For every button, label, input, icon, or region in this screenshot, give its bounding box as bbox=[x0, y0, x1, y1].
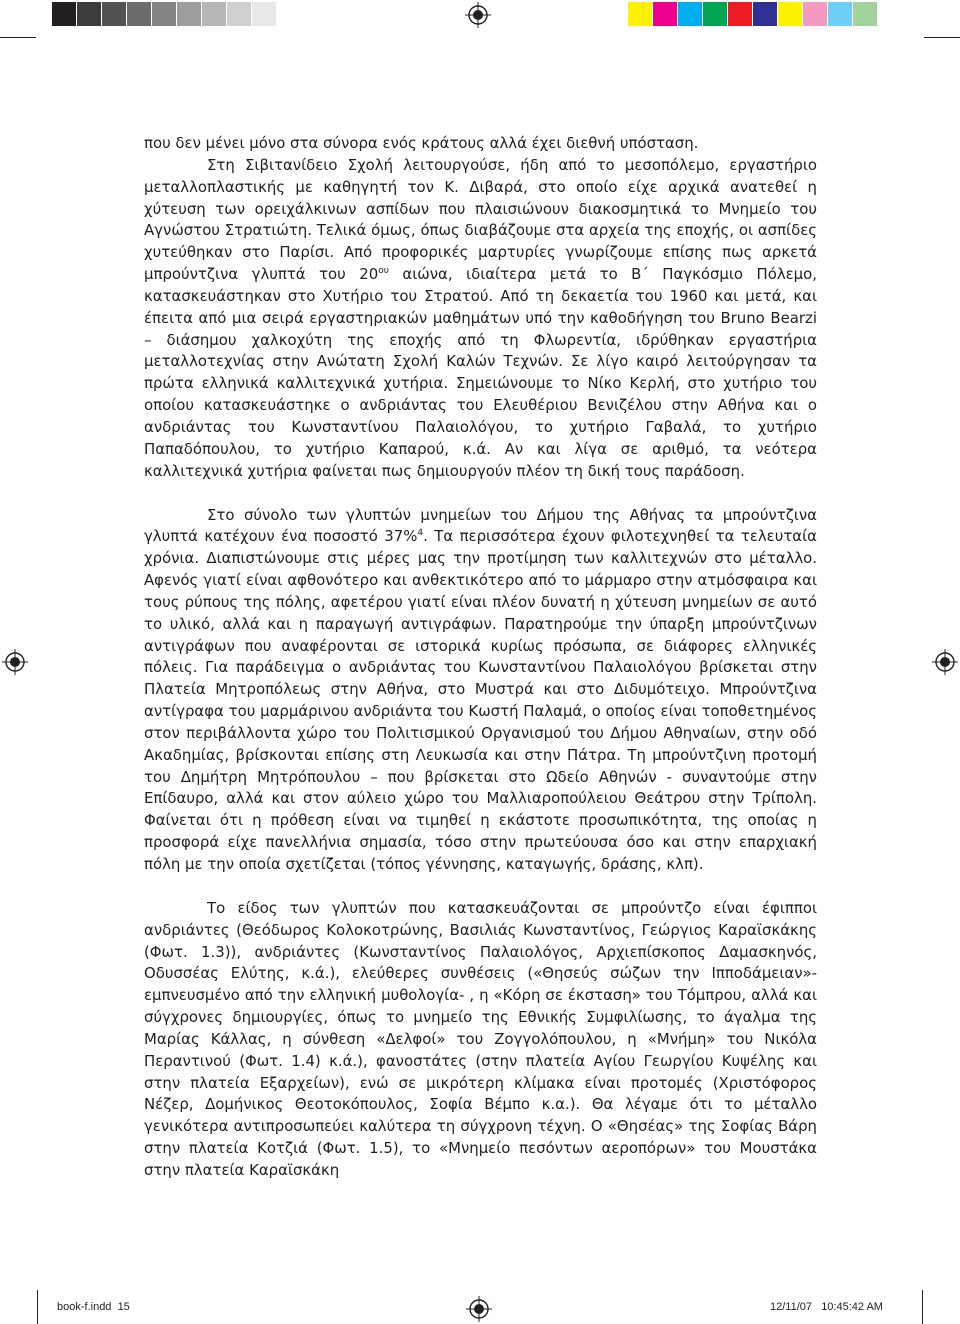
gray-swatch bbox=[227, 2, 251, 26]
color-swatch bbox=[803, 2, 827, 26]
slug-filename: book-f.indd 15 bbox=[57, 1301, 130, 1313]
crop-mark-top-left-horizontal bbox=[0, 37, 36, 38]
registration-mark-bottom-icon bbox=[466, 1296, 492, 1322]
document-body bbox=[144, 133, 817, 1182]
registration-mark-right-icon bbox=[932, 649, 958, 675]
color-swatch bbox=[678, 2, 702, 26]
color-swatch bbox=[853, 2, 877, 26]
gray-swatch bbox=[252, 2, 276, 26]
paragraph-bronze-monuments: Στο σύνολο των γλυπτών μνημείων του Δήμου της Αθήνας τα μπρούντζινα γλυπτά κατέχουν ένα ποσοστό 37%$^4$. Τα περισσότερα έχουν φιλοτεχνηθεί τα τελευταία χρόνια. Διαπιστώνουμε στις μέρες μας την προτίμηση των καλλιτεχνών στο μέταλλο. Αφενός γιατί είναι αφθονότερο και ανθεκτικότερο από το μάρμαρο στην ατμόσφαιρα και τους ρύπους της πόλης, αφετέρου γιατί είναι πλέον δυνατή η χύτευση μνημείων σε αυτό το υλικό, αλλά και η παραγωγή αντιγράφων. Παρατηρούμε την ύπαρξη μπρούντζινων αντιγράφων που αναφέρονται σε ιστορικά κυρίως πρόσωπα, σε διάφορες ελληνικές πόλεις. Για παράδειγμα ο ανδριάντας του Κωνσταντίνου Παλαιολόγου βρίσκεται στην Πλατεία Μητροπόλεως στην Αθήνα, στο Μυστρά και στο Διδυμότειχο. Μπρούντζινα αντίγραφα του μαρμάρινου ανδριάντα του Κωστή Παλαμά, ο οποίος είναι τοποθετημένος στον περιβάλλοντα χώρο του Πολιτισμικού Οργανισμού του Δήμου Αθηναίων, στην οδό Ακαδημίας, βρίσκονται επίσης στη Λευκωσία και στην Πάτρα. Τη μπρούντζινη προτομή του Δημήτρη Μητρόπουλου – που βρίσκεται στο Ωδείο Αθηνών - συναντούμε στην Επίδαυρο, αλλά και στον αύλειο χώρο του Μαλλιαροπούλειου Θεάτρου στην Τρίπολη. Φαίνεται ότι η πρόθεση είναι να τιμηθεί η εκάστοτε προσωπικότητα, της οποίας η προσφορά είχε πανελλήνια σημασία, τόσο στην πρωτεύουσα όσο και στην επαρχιακή πόλη με την οποία σχετίζεται (τόπος γέννησης, καταγωγής, δράσης, κλπ). bbox=[144, 505, 817, 873]
color-swatch bbox=[728, 2, 752, 26]
paragraph-continuation: που δεν μένει μόνο στα σύνορα ενός κράτους αλλά έχει διεθνή υπόσταση. bbox=[144, 134, 699, 152]
gray-swatch bbox=[177, 2, 201, 26]
paragraph-sculpture-types: Το είδος των γλυπτών που κατασκευάζονται σε μπρούντζο είναι έφιπποι ανδριάντες (Θεόδωρος Κολοκοτρώνης, Βασιλιάς Κωνσταντίνος, Γεώργιος Καραϊσκάκης (Φωτ. 1.3)), ανδριάντες (Κωνσταντίνος Παλαιολόγος, Αρχιεπίσκοπος Δαμασκηνός, Οδυσσέας Ελύτης, κ.ά.), ελεύθερες συνθέσεις («Θησεύς σώζων την Ιπποδάμειαν»- εμπνευσμένο από την ελληνική μυθολογία- , η «Κόρη σε έκσταση» του Τόμπρου, αλλά και σύγχρονες δημιουργίες, όπως το μνημείο της Εθνικής Συμφιλίωσης, το άγαλμα της Μαρίας Κάλλας, η σύνθεση «Δελφοί» του Ζογγολόπουλου, η «Μνήμη» του Νικόλα Περαντινού (Φωτ. 1.4) κ.ά.), φανοστάτες (στην πλατεία Αγίου Γεωργίου Κυψέλης και στην πλατεία Εξαρχείων), ενώ σε μικρότερη κλίμακα είναι προτομές (Χριστόφορος Νέζερ, Δομήνικος Θεοτοκόπουλος, Σοφία Βέμπο κ.α.). Θα λέγαμε ότι το μέταλλο γενικότερα αντιπροσωπεύει καλύτερα τη σύγχρονη τέχνη. Ο «Θησέας» της Σοφίας Βάρη στην πλατεία Κοτζιά (Φωτ. 1.5), το «Μνημείο πεσόντων αεροπόρων» του Μουστάκα στην πλατεία Καραϊσκάκη bbox=[144, 898, 817, 1179]
color-swatch bbox=[703, 2, 727, 26]
crop-mark-bottom-right-vertical bbox=[922, 1290, 923, 1324]
gray-swatch bbox=[52, 2, 76, 26]
registration-mark-top-icon bbox=[465, 2, 491, 28]
footnote-reference-4: 4 bbox=[417, 528, 424, 539]
color-swatch bbox=[778, 2, 802, 26]
slug-time: 10:45:42 AM bbox=[821, 1301, 883, 1313]
slug-date: 12/11/07 bbox=[770, 1301, 813, 1313]
color-swatch bbox=[628, 2, 652, 26]
slug-page-number: 15 bbox=[117, 1301, 130, 1313]
color-swatch bbox=[828, 2, 852, 26]
color-swatch bbox=[653, 2, 677, 26]
crop-mark-bottom-left-vertical bbox=[37, 1290, 38, 1324]
gray-swatch bbox=[127, 2, 151, 26]
gray-swatch bbox=[77, 2, 101, 26]
gray-swatch bbox=[102, 2, 126, 26]
color-swatch bbox=[753, 2, 777, 26]
superscript-ordinal: ου bbox=[378, 266, 389, 277]
registration-mark-left-icon bbox=[2, 649, 28, 675]
paragraph-foundries-history: Στη Σιβιτανίδειο Σχολή λειτουργούσε, ήδη από το μεσοπόλεμο, εργαστήριο μεταλλοπλαστικής με καθηγητή τον Κ. Διβαρά, στο οποίο είχε αρχικά ανατεθεί η χύτευση των ορειχάλκινων ασπίδων που πλαισιώνουν διακοσμητικά το Μνημείο του Αγνώστου Στρατιώτη. Τελικά όμως, όπως διαβάζουμε στα αρχεία της εποχής, οι ασπίδες χυτεύθηκαν στο Παρίσι. Από προφορικές μαρτυρίες γνωρίζουμε επίσης πως αρκετά μπρούντζινα γλυπτά του $20^{o\upsilon}$ αιώνα, ιδιαίτερα μετά το Β΄ Παγκόσμιο Πόλεμο, κατασκευάστηκαν στο Χυτήριο του Στρατού. Από τη δεκαετία του 1960 και μετά, και έπειτα από μια σειρά εργαστηριακών μαθημάτων υπό την καθοδήγηση του Bruno Bearzi – διάσημου χαλκοχύτη της εποχής από τη Φλωρεντία, ιδρύθηκαν εργαστήρια μεταλλοτεχνίας στην Ανώτατη Σχολή Καλών Τεχνών. Σε λίγο καιρό λειτούργησαν τα πρώτα ελληνικά καλλιτεχνικά χυτήρια. Σημειώνουμε το Νίκο Κερλή, στο χυτήριο του οποίου κατασκευάστηκε ο ανδριάντας του Ελευθέριου Βενιζέλου στην Αθήνα και ο ανδριάντας του Κωνσταντίνου Παλαιολόγου, το χυτήριο Γαβαλά, το χυτήριο Παπαδόπουλου, το χυτήριο Καπαρού, κ.ά. Αν και λίγα σε αριθμό, τα νεότερα καλλιτεχνικά χυτήρια φαίνεται πως δημιουργούν πλέον τη δική τους παράδοση. bbox=[144, 155, 817, 480]
slug-timestamp bbox=[770, 1301, 883, 1313]
gray-swatch bbox=[152, 2, 176, 26]
gray-swatch bbox=[202, 2, 226, 26]
crop-mark-top-right-horizontal bbox=[924, 37, 960, 38]
